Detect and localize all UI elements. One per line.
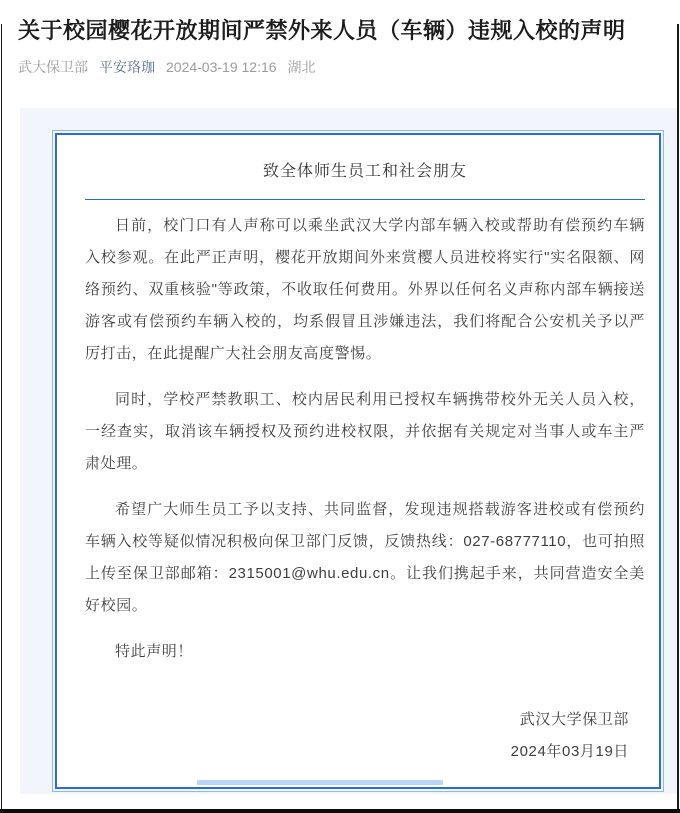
meta-location: 湖北 xyxy=(287,59,316,75)
window-left-edge xyxy=(1,24,2,813)
signature-date: 2024年03月19日 xyxy=(510,743,629,760)
statement-paragraph-1: 日前，校门口有人声称可以乘坐武汉大学内部车辆入校或帮助有偿预约车辆入校参观。在此严正声明，樱花开放期间外来赏樱人员进校将实行"实名限额、网络预约、双重核验"等政策，不收取任何费用。外界以任何名义声称内部车辆接送游客或有偿预约车辆入校的，均系假冒且涉嫌违法，我们将配合公安机关予以严厉打击，在此提醒广大社会朋友高度警惕。 xyxy=(85,217,645,362)
article-meta xyxy=(18,59,680,75)
window-right-edge xyxy=(677,24,679,813)
meta-datetime: 2024-03-19 12:16 xyxy=(166,59,277,75)
meta-author: 武大保卫部 xyxy=(18,59,88,75)
statement-section xyxy=(20,108,677,794)
window-bottom-edge xyxy=(0,809,680,813)
signature-name: 武汉大学保卫部 xyxy=(519,711,629,728)
statement-paragraph-3: 希望广大师生员工予以支持、共同监督，发现违规搭载游客进校或有偿预约车辆入校等疑似情况积极向保卫部门反馈，反馈热线：027-68777110，也可拍照上传至保卫部邮箱：2315001@whu.edu.cn。让我们携起手来，共同营造安全美好校园。 xyxy=(85,501,645,614)
salutation-heading: 致全体师生员工和社会朋友 xyxy=(262,163,467,180)
signature-block xyxy=(85,704,645,768)
statement-box xyxy=(55,133,661,789)
article-page xyxy=(0,16,680,813)
meta-account-link[interactable]: 平安珞珈 xyxy=(99,59,155,75)
statement-paragraph-2: 同时，学校严禁教职工、校内居民利用已授权车辆携带校外无关人员入校，一经查实，取消该车辆授权及预约进校权限，并依据有关规定对当事人或车主严肃处理。 xyxy=(85,391,645,472)
horizontal-scrollbar-thumb[interactable] xyxy=(197,780,443,785)
heading-divider xyxy=(85,199,645,200)
article-title: 关于校园樱花开放期间严禁外来人员（车辆）违规入校的声明 xyxy=(18,18,626,43)
statement-closing: 特此声明！ xyxy=(115,643,194,660)
